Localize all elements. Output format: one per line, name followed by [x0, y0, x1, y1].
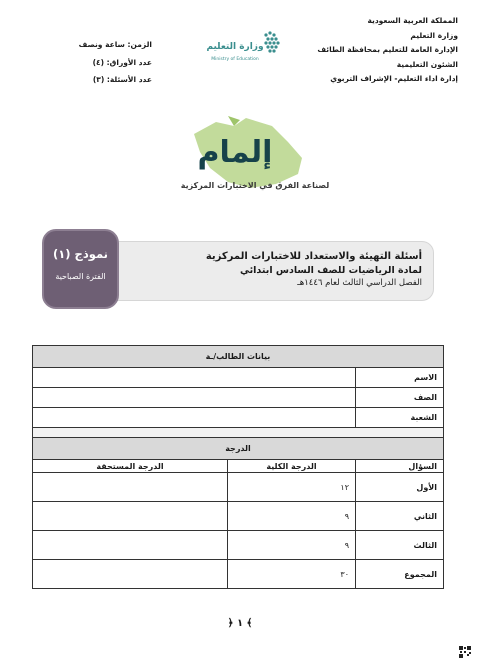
question-earned-field[interactable] — [33, 473, 228, 502]
total-value: ٣٠ — [228, 560, 356, 589]
field-label-grade: الصف — [356, 388, 444, 408]
col-total: الدرجة الكلية — [228, 460, 356, 473]
field-label-name: الاسم — [356, 368, 444, 388]
header-line-ministry: وزارة التعليم — [410, 30, 458, 40]
col-question: السؤال — [356, 460, 444, 473]
elmam-logo-subtitle: لصناعة الفرق في الاختبارات المركزية — [180, 181, 330, 190]
model-badge — [42, 229, 119, 309]
student-info-header: بيانات الطالب/ـة — [33, 346, 444, 368]
table-row — [33, 531, 444, 560]
qr-code-icon — [459, 646, 471, 658]
question-earned-field[interactable] — [33, 502, 228, 531]
ministry-logo-icon — [196, 30, 286, 74]
exam-time: الزمن: ساعة ونصف — [78, 40, 152, 49]
exam-info-header — [22, 36, 152, 89]
student-grades-table — [32, 345, 444, 589]
table-row — [33, 502, 444, 531]
table-row — [33, 560, 444, 589]
field-label-section: الشعبة — [356, 408, 444, 428]
table-row — [33, 473, 444, 502]
model-number: نموذج (١) — [53, 247, 108, 261]
question-earned-field[interactable] — [33, 531, 228, 560]
grades-header: الدرجة — [33, 438, 444, 460]
question-total: ٩ — [228, 531, 356, 560]
exam-title-text — [172, 250, 422, 290]
question-total: ١٢ — [228, 473, 356, 502]
table-row — [33, 368, 444, 388]
table-row — [33, 408, 444, 428]
question-label: الأول — [356, 473, 444, 502]
exam-questions: عدد الأسئلة: (٣) — [92, 75, 152, 84]
exam-term: الفصل الدراسي الثالث لعام ١٤٤٦هـ — [297, 278, 422, 288]
grades-column-headers — [33, 460, 444, 473]
table-row — [33, 388, 444, 408]
page-number: ﴾ ١ ﴿ — [227, 618, 253, 629]
ministry-logo-ar: وزارة التعليم — [206, 42, 264, 52]
student-section-field[interactable] — [33, 408, 356, 428]
header-line-affairs: الشئون التعليمية — [396, 59, 458, 69]
ministry-header — [288, 14, 458, 87]
exam-title-main: أسئلة التهيئة والاستعداد للاختبارات المركزية — [205, 251, 422, 262]
total-earned-field[interactable] — [33, 560, 228, 589]
exam-subject: لمادة الرياضيات للصف السادس ابتدائي — [239, 265, 422, 276]
student-name-field[interactable] — [33, 368, 356, 388]
elmam-logo-title: إلمام — [197, 135, 273, 170]
exam-period: الفترة الصباحية — [55, 272, 106, 281]
student-grade-field[interactable] — [33, 388, 356, 408]
ministry-logo-en: Ministry of Education — [211, 57, 259, 62]
header-line-supervision: إدارة اداء التعليم- الإشراف التربوي — [330, 74, 458, 83]
question-label: الثاني — [356, 502, 444, 531]
exam-pages: عدد الأوراق: (٤) — [92, 57, 152, 67]
col-earned: الدرجة المستحقة — [33, 460, 228, 473]
header-line-directorate: الإدارة العامة للتعليم بمحافظة الطائف — [317, 45, 458, 54]
question-label: الثالث — [356, 531, 444, 560]
question-total: ٩ — [228, 502, 356, 531]
header-line-country: المملكة العربية السعودية — [367, 16, 458, 25]
total-label: المجموع — [356, 560, 444, 589]
table-divider — [33, 428, 444, 438]
